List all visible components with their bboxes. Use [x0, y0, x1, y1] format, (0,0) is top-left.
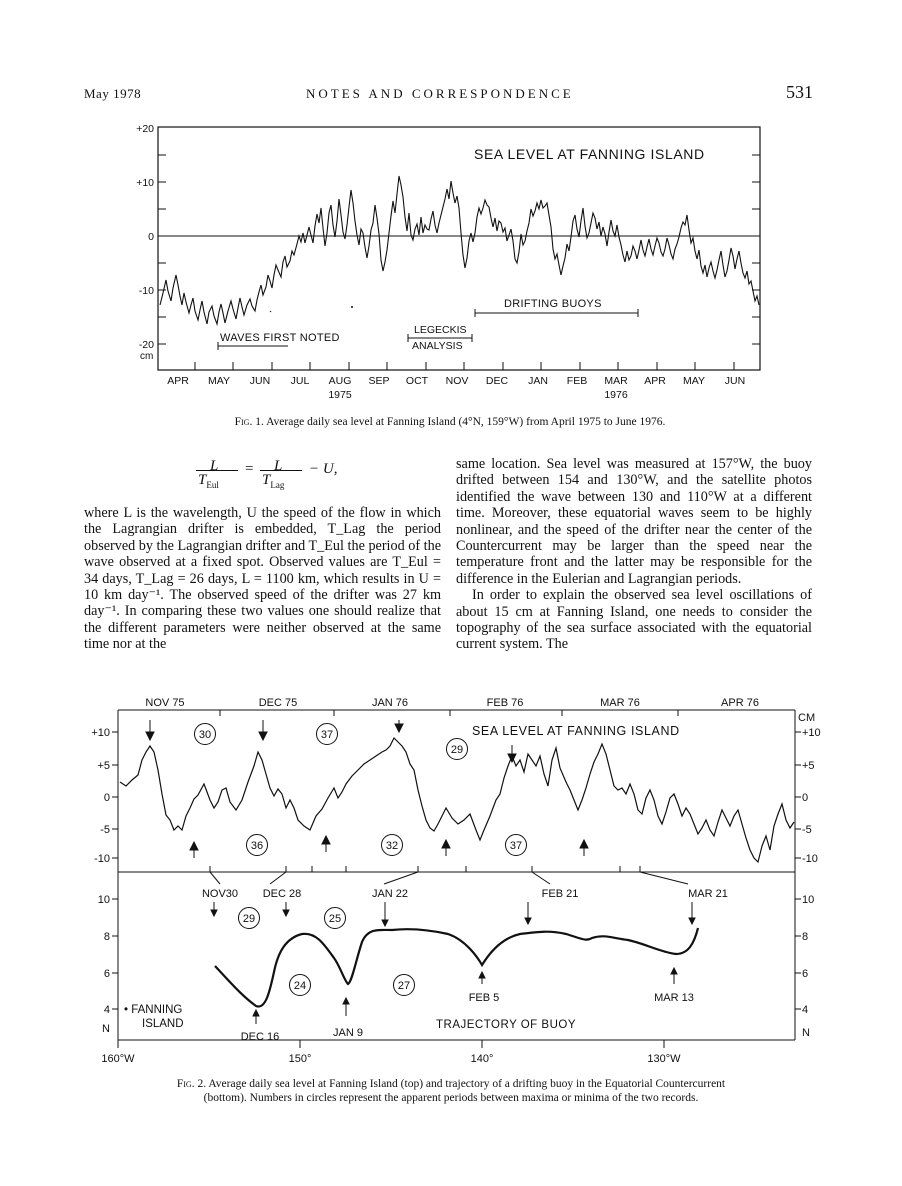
- figure-1-sea-level-chart: [120, 115, 780, 410]
- fig2-lat-right: 8: [802, 931, 809, 943]
- fig1-xticks: [195, 362, 734, 370]
- fig2-period-circle-low: 29: [242, 913, 256, 925]
- fig1-sea-level-series: [160, 176, 759, 324]
- fig2-lon-label: 140°: [470, 1053, 494, 1065]
- fig1-ytick-label: -20: [138, 339, 154, 351]
- fig2-date-bottom: MAR 13: [654, 992, 694, 1004]
- fig1-month-label: FEB: [566, 375, 588, 387]
- fig2-ytick-right: +5: [802, 760, 815, 772]
- fig1-month-label: MAY: [208, 375, 230, 387]
- left-column-text: where L is the wavelength, U the speed of the flow in which the Lagrangian drifter is embedded, T_Lag the period observed by the Lagrangian drifter and T_Eul the period of the wave observed at a fixed spot. Observed values are T_Eul = 34 days, T_Lag = 26 days, L = 1100 km, which results in U = 10 km day⁻¹. The observed speed of the drifter was 27 km day⁻¹. In comparing these two values one should realize that the different parameters were neither observed at the same time nor at the: [84, 505, 441, 653]
- running-header-date: May 1978: [84, 86, 142, 101]
- fig2-month-label: DEC 75: [258, 697, 298, 709]
- fig2-lat-left: 6: [103, 968, 110, 980]
- fig2-period-circle: 36: [250, 840, 264, 852]
- fig2-month-label: JAN 76: [371, 697, 409, 709]
- fig2-month-label: NOV 75: [145, 697, 185, 709]
- fig1-ytick-label: 0: [148, 231, 154, 243]
- page-number: 531: [786, 82, 813, 102]
- fig2-ytick-right: -5: [802, 824, 812, 836]
- fig2-lon-label: 160°W: [101, 1053, 135, 1065]
- fig2-period-circle: 37: [320, 729, 334, 741]
- running-header-title: NOTES AND CORRESPONDENCE: [306, 86, 574, 101]
- fig1-month-label: MAR: [604, 375, 628, 387]
- fig1-month-label: OCT: [405, 375, 429, 387]
- fig2-lat-right: 10: [802, 894, 815, 906]
- fig1-month-label: NOV: [445, 375, 469, 387]
- figure-2-caption: Fig. 2. Average daily sea level at Fanning Island (top) and trajectory of a drifting buoy in the Equatorial Countercurrent (bottom). Numbers in circles represent the apparent periods between maxima or minima of the two records.: [176, 1078, 726, 1104]
- fig1-ytick-label: +10: [136, 177, 154, 189]
- fig2-date-label: NOV30: [201, 888, 239, 900]
- fig2-ytick-left: +10: [91, 727, 110, 739]
- fig1-month-label: JUN: [724, 375, 746, 387]
- fig1-year-1975: 1975: [328, 389, 352, 401]
- fig1-month-label: JUN: [249, 375, 271, 387]
- fig1-month-label: JAN: [528, 375, 548, 387]
- fig2-period-circle: 30: [198, 729, 212, 741]
- fig2-fanning-label: • FANNING: [124, 1004, 183, 1016]
- fig2-lon-label: 150°: [288, 1053, 312, 1065]
- fig2-date-label: FEB 21: [541, 888, 579, 900]
- fig2-lon-label: 130°W: [647, 1053, 681, 1065]
- fig2-ytick-right: +10: [802, 727, 821, 739]
- fig2-date-bottom: JAN 9: [333, 1027, 363, 1039]
- fig2-date-label: JAN 22: [371, 888, 409, 900]
- fig1-month-label: APR: [644, 375, 666, 387]
- fig2-lat-right: 4: [802, 1004, 809, 1016]
- fig2-lat-left: 10: [97, 894, 110, 906]
- fig2-ytick-left: 0: [103, 792, 110, 804]
- fig2-date-bottom: FEB 5: [468, 992, 500, 1004]
- fig2-island-label: ISLAND: [142, 1018, 184, 1030]
- fig2-buoy-trajectory: [215, 928, 698, 1007]
- fig2-title: SEA LEVEL AT FANNING ISLAND: [472, 724, 680, 738]
- fig1-ytick-label: -10: [138, 285, 154, 297]
- fig1-month-label: JUL: [290, 375, 310, 387]
- fig2-month-label: FEB 76: [486, 697, 524, 709]
- fig2-month-label: MAR 76: [600, 697, 640, 709]
- fig2-sea-level-series: [120, 738, 794, 862]
- fig1-ann-analysis: ANALYSIS: [412, 340, 463, 352]
- fig1-month-label: DEC: [485, 375, 509, 387]
- fig2-ytick-right: -10: [802, 853, 818, 865]
- fig1-month-label: APR: [167, 375, 189, 387]
- fig2-month-label: APR 76: [721, 697, 759, 709]
- fig2-period-circle: 32: [385, 840, 399, 852]
- fig2-date-label: DEC 28: [262, 888, 302, 900]
- fig1-y-unit: cm: [140, 351, 154, 362]
- fig1-month-label: SEP: [368, 375, 390, 387]
- fig1-month-label: MAY: [683, 375, 705, 387]
- fig2-ytick-left: +5: [97, 760, 110, 772]
- fig2-lat-left: 4: [103, 1004, 110, 1016]
- fig2-date-bottom: DEC 16: [240, 1031, 280, 1043]
- fig2-unit-cm: CM: [798, 712, 816, 724]
- fig1-title: SEA LEVEL AT FANNING ISLAND: [474, 146, 705, 162]
- figure-2-sea-level-and-trajectory: [80, 690, 830, 1075]
- right-column-text: same location. Sea level was measured at 157°W, the buoy drifted between 154 and 130°W, and the satellite photos identified the wave between 130 and 110°W at a different time. Moreover, these equatorial waves seem to be highly nonlinear, and the speed of the drifter near the center of the Countercurrent may be larger than the speed near the temperature front and the latter may be responsible for the difference in the Eulerian and Lagrangian periods. In order to explain the observed sea level oscillations of about 15 cm at Fanning Island, one needs to consider the topography of the sea surface associated with the equatorial current system. The: [456, 456, 812, 653]
- fig2-lat-left: 8: [103, 931, 110, 943]
- fig1-ann-buoys: DRIFTING BUOYS: [504, 298, 602, 310]
- fig1-year-1976: 1976: [604, 389, 628, 401]
- fig2-lat-right: N: [802, 1027, 810, 1039]
- fig2-period-circle-low: 27: [397, 980, 411, 992]
- fig2-trajectory-label: TRAJECTORY OF BUOY: [436, 1019, 576, 1031]
- equation: L $T_{Eul}$ = L $T_{Lag}$ − U,: [198, 458, 338, 490]
- fig2-lat-right: 6: [802, 968, 809, 980]
- fig2-lat-left: N: [102, 1023, 110, 1035]
- fig2-period-circle-low: 25: [328, 913, 342, 925]
- fig2-ytick-right: 0: [802, 792, 809, 804]
- fig1-month-label: AUG: [328, 375, 352, 387]
- fig2-period-circle-low: 24: [293, 980, 307, 992]
- fig2-date-label: MAR 21: [688, 888, 728, 900]
- fig2-period-circle: 29: [450, 744, 464, 756]
- fig2-period-circle: 37: [509, 840, 523, 852]
- figure-1-caption: Fig. 1. Average daily sea level at Fanning Island (4°N, 159°W) from April 1975 to June 1976.: [234, 416, 666, 428]
- fig1-ann-waves: WAVES FIRST NOTED: [220, 332, 340, 344]
- fig1-ann-legeckis: LEGECKIS: [414, 324, 467, 336]
- fig1-ytick-label: +20: [136, 123, 154, 135]
- fig2-ytick-left: -10: [94, 853, 110, 865]
- fig2-ytick-left: -5: [100, 824, 110, 836]
